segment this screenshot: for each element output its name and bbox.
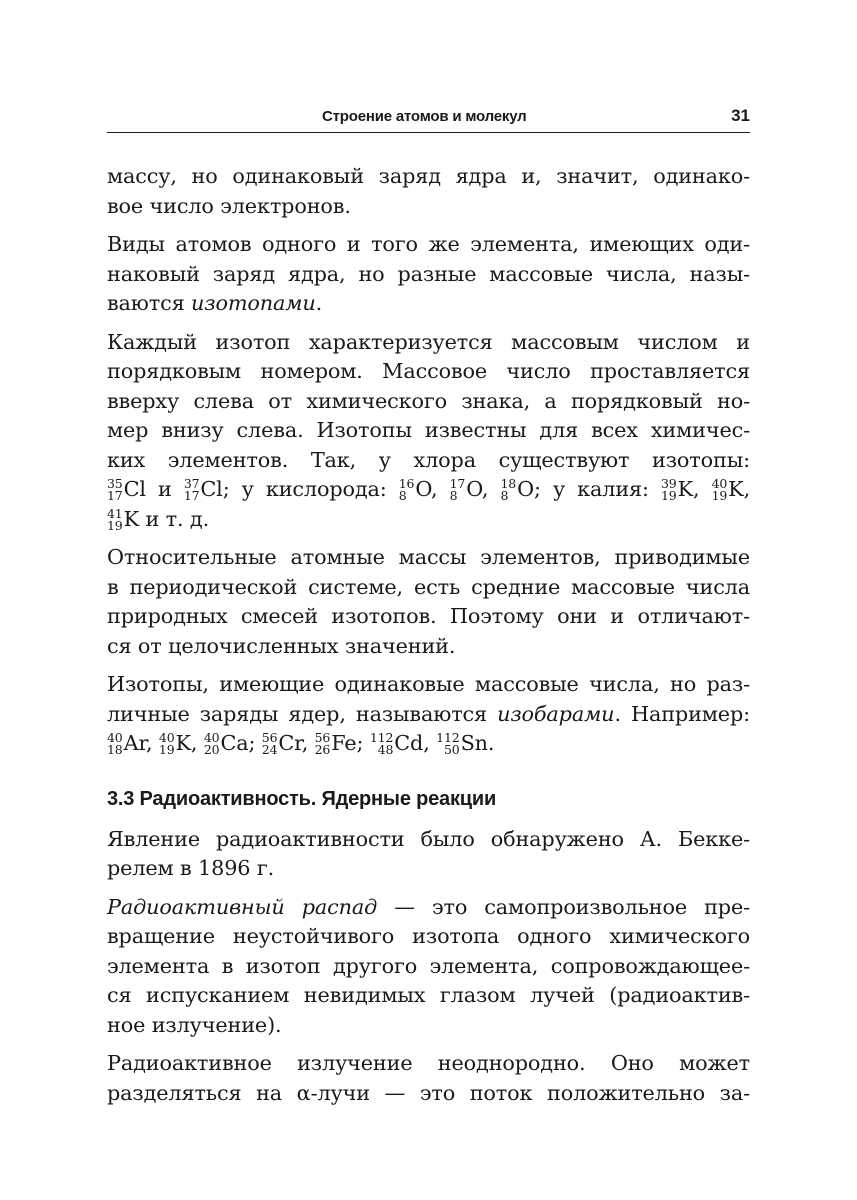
isotope-index: 41 19 xyxy=(107,505,123,533)
section-heading: 3.3 Радиоактивность. Ядерные реакции xyxy=(107,787,497,810)
text-line xyxy=(107,700,750,730)
text-line: элемента в изотоп другого элемента, сопровождающее- xyxy=(107,953,750,978)
isotope-index: 112 48 xyxy=(369,730,394,757)
paragraph-continuation xyxy=(107,162,750,221)
paragraph-isobars xyxy=(107,670,750,759)
text-line xyxy=(107,289,750,319)
element-symbol: Cr xyxy=(278,731,302,755)
text-line: вое число электронов. xyxy=(107,193,351,218)
text-line: вверху слева от химического знака, а порядковый но- xyxy=(107,388,750,413)
isobar-examples-line: 40 18 Ar, 40 19 K, 40 20 Ca; 56 24 Cr, 56 26 Fe; 112 48 Cd, 112 50 Sn. xyxy=(107,730,495,757)
text-fragment: ваются xyxy=(107,291,192,315)
isotope-index: 16 8 xyxy=(398,476,415,503)
paragraph-atomic-masses xyxy=(107,543,750,661)
text-line: мер внизу слева. Изотопы известны для всех химичес- xyxy=(107,418,750,442)
text-fragment: — это самопроизвольное пре- xyxy=(377,894,750,919)
element-symbol: K xyxy=(677,477,693,501)
page-number: 31 xyxy=(731,106,750,125)
text-line: массу, но одинаковый заряд ядра и, значит, одинако- xyxy=(107,164,750,188)
element-symbol: Cl xyxy=(123,477,146,501)
isotope-index: 112 50 xyxy=(436,730,460,757)
text-line: природных смесей изотопов. Поэтому они и отличают- xyxy=(107,604,750,628)
paragraph-radioactive-decay xyxy=(107,893,750,1041)
text-line: Каждый изотоп характеризуется массовым числом и xyxy=(107,329,750,354)
paragraph-isotope-notation xyxy=(107,328,750,535)
isotope-index: 56 26 xyxy=(314,730,331,757)
isotope-index: 37 17 xyxy=(183,476,200,503)
text-line: разделяться на α-лучи — это поток положительно за- xyxy=(107,1080,750,1105)
text-line: ся от целочисленных значений. xyxy=(107,633,456,658)
isotope-index: 40 18 xyxy=(107,730,123,757)
text-line: порядковым номером. Массовое число проставляется xyxy=(107,359,750,383)
text-line xyxy=(107,893,750,923)
page-body xyxy=(107,162,750,1117)
text-fragment: . xyxy=(315,291,323,315)
term-radioactive-decay: Радиоактивный распад xyxy=(107,894,378,919)
element-symbol: K xyxy=(728,477,744,501)
isotope-index: 56 24 xyxy=(261,730,278,757)
text-fragment: личные заряды ядер, называются xyxy=(107,701,498,726)
paragraph-radiation xyxy=(107,1049,750,1108)
isotope-index: 17 8 xyxy=(449,476,466,503)
element-symbol: Sn xyxy=(460,731,488,755)
text-line: ких элементов. Так, у хлора существуют изотопы: xyxy=(107,447,750,472)
isotope-index: 40 19 xyxy=(158,730,175,757)
isotope-index: 40 20 xyxy=(203,730,220,757)
text-line: в периодической системе, есть средние массовые числа xyxy=(107,574,750,599)
text-line: Виды атомов одного и того же элемента, имеющих оди- xyxy=(107,232,750,256)
text-line: Относительные атомные массы элементов, приводимые xyxy=(107,545,750,569)
text-line: ся испусканием невидимых глазом лучей (радиоактив- xyxy=(107,983,750,1007)
element-symbol: Ar xyxy=(123,731,146,755)
isotope-examples-line xyxy=(107,505,750,535)
text-fragment: и xyxy=(157,477,172,501)
text-line: наковый заряд ядра, но разные массовые числа, назы- xyxy=(107,261,750,286)
text-fragment: ; у кислорода: xyxy=(222,477,387,501)
paragraph-isotope-definition xyxy=(107,230,750,319)
text-fragment: . Например: xyxy=(614,701,750,726)
element-symbol: K xyxy=(123,506,139,531)
element-symbol: K xyxy=(175,731,191,755)
element-symbol: Ca xyxy=(220,731,249,755)
element-symbol: Cl xyxy=(200,477,223,501)
text-line: вращение неустойчивого изотопа одного химического xyxy=(107,924,750,948)
isotope-index: 35 17 xyxy=(107,476,123,503)
isotope-index: 18 8 xyxy=(500,476,517,503)
text-line: ное излучение). xyxy=(107,1012,282,1037)
element-symbol: Cd xyxy=(394,731,424,755)
isotope-index: 40 19 xyxy=(711,476,728,503)
term-isotopes: изотопами xyxy=(191,291,316,315)
element-symbol: O xyxy=(517,477,535,501)
term-isobars: изобарами xyxy=(497,701,615,726)
element-symbol: O xyxy=(466,477,482,501)
text-line: релем в 1896 г. xyxy=(107,856,275,880)
element-symbol: Fe xyxy=(331,731,357,755)
isotope-index: 39 19 xyxy=(660,476,677,503)
element-symbol: O xyxy=(415,477,432,501)
text-line: Изотопы, имеющие одинаковые массовые числа, но раз- xyxy=(107,672,750,696)
text-fragment: ; у калия: xyxy=(534,477,649,501)
running-header xyxy=(107,104,750,133)
text-line: Радиоактивное излучение неоднородно. Оно может xyxy=(107,1051,750,1075)
paragraph-discovery xyxy=(107,825,750,884)
isotope-examples-line: 35 17 Cl и 37 17 Cl; у кислорода: 16 8 O, 17 8 O, 18 8 O; у калия: 39 19 K, 40 19 K, xyxy=(107,476,751,503)
text-fragment: и т. д. xyxy=(145,506,210,531)
text-line: Явление радиоактивности было обнаружено А. Бекке- xyxy=(107,826,750,851)
chapter-title: Строение атомов и молекул xyxy=(322,108,527,125)
